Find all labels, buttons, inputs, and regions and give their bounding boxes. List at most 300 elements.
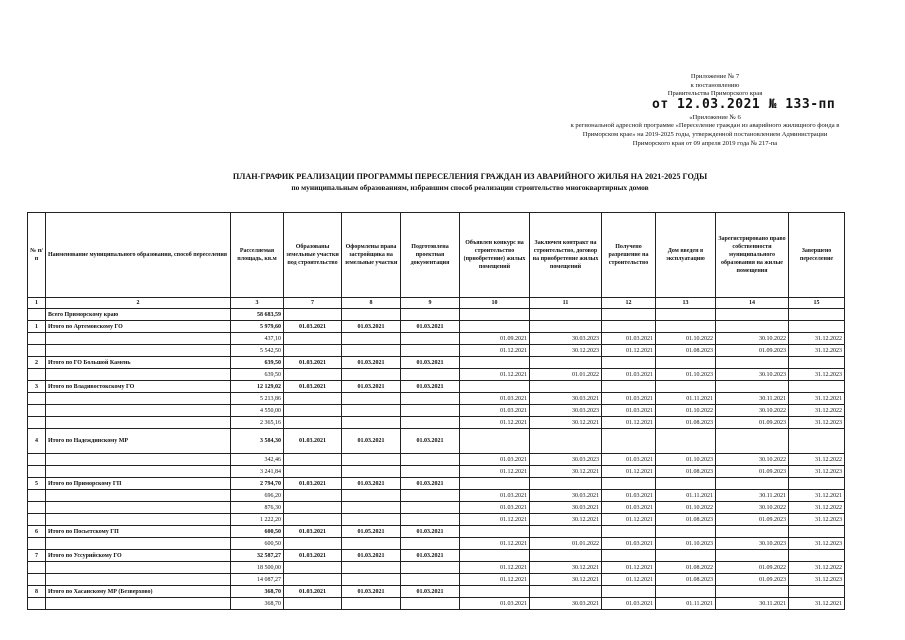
program-ref-line1: к региональной адресной программе «Переселение граждан из аварийного жилищного фонда в bbox=[570, 122, 840, 129]
table-cell bbox=[789, 381, 845, 393]
column-header: Наименование муниципального образования, способ переселения bbox=[46, 213, 231, 298]
table-cell bbox=[46, 574, 231, 586]
table-cell bbox=[342, 562, 401, 574]
table-cell: 4 bbox=[28, 429, 46, 454]
table-cell bbox=[656, 321, 716, 333]
table-cell: 18 500,00 bbox=[231, 562, 284, 574]
table-cell bbox=[28, 514, 46, 526]
table-cell: 01.03.2021 bbox=[342, 321, 401, 333]
table-cell: 01.03.2021 bbox=[602, 369, 656, 381]
column-number: 14 bbox=[716, 298, 789, 309]
table-cell bbox=[460, 478, 530, 490]
table-cell bbox=[284, 562, 342, 574]
table-cell: 31.12.2023 bbox=[789, 466, 845, 478]
table-cell bbox=[342, 598, 401, 610]
table-cell: 01.03.2021 bbox=[284, 321, 342, 333]
table-cell bbox=[401, 490, 460, 502]
table-cell: 01.03.2021 bbox=[460, 393, 530, 405]
table-cell: 30.12.2021 bbox=[530, 466, 602, 478]
table-row bbox=[28, 369, 845, 381]
table-cell bbox=[284, 369, 342, 381]
table-cell bbox=[401, 514, 460, 526]
table-row bbox=[28, 538, 845, 550]
table-cell bbox=[716, 429, 789, 454]
table-cell bbox=[284, 490, 342, 502]
table-cell: 30.10.2022 bbox=[716, 454, 789, 466]
table-cell: 30.10.2022 bbox=[716, 502, 789, 514]
table-cell: 01.12.2021 bbox=[602, 345, 656, 357]
column-number: 15 bbox=[789, 298, 845, 309]
table-cell bbox=[284, 345, 342, 357]
table-cell: 01.12.2021 bbox=[460, 574, 530, 586]
table-cell: 6 bbox=[28, 526, 46, 538]
column-number: 1 bbox=[28, 298, 46, 309]
table-cell: 01.10.2022 bbox=[656, 405, 716, 417]
table-cell: 01.03.2021 bbox=[401, 321, 460, 333]
table-row bbox=[28, 345, 845, 357]
table-cell bbox=[716, 550, 789, 562]
table-cell bbox=[46, 369, 231, 381]
table-cell bbox=[460, 381, 530, 393]
table-cell: 30.11.2021 bbox=[716, 490, 789, 502]
table-row bbox=[28, 333, 845, 345]
table-cell: 30.03.2023 bbox=[530, 333, 602, 345]
table-cell bbox=[789, 550, 845, 562]
table-cell: 31.12.2022 bbox=[789, 405, 845, 417]
table-cell: 31.12.2022 bbox=[789, 502, 845, 514]
table-cell bbox=[401, 466, 460, 478]
table-cell bbox=[28, 502, 46, 514]
table-cell: 3 584,30 bbox=[231, 429, 284, 454]
table-cell bbox=[28, 309, 46, 321]
table-cell: 31.12.2023 bbox=[789, 345, 845, 357]
table-cell bbox=[401, 369, 460, 381]
appendix-authority: Правительства Приморского края bbox=[667, 90, 763, 97]
column-header: Образованы земельные участки под строительство bbox=[284, 213, 342, 298]
table-cell: 30.03.2021 bbox=[530, 502, 602, 514]
column-number: 2 bbox=[46, 298, 231, 309]
table-cell bbox=[602, 478, 656, 490]
table-cell: 876,30 bbox=[231, 502, 284, 514]
table-cell bbox=[530, 309, 602, 321]
table-cell bbox=[46, 598, 231, 610]
table-cell bbox=[716, 586, 789, 598]
table-cell: 01.03.2021 bbox=[460, 454, 530, 466]
table-cell: 01.03.2021 bbox=[602, 538, 656, 550]
table-cell bbox=[342, 369, 401, 381]
table-cell: 01.03.2021 bbox=[284, 357, 342, 369]
table-cell: 01.10.2023 bbox=[656, 538, 716, 550]
table-cell: Итого по Приморскому ГП bbox=[46, 478, 231, 490]
table-cell bbox=[342, 538, 401, 550]
table-cell bbox=[342, 490, 401, 502]
table-cell: 30.03.2021 bbox=[530, 598, 602, 610]
table-cell bbox=[656, 357, 716, 369]
table-cell: 368,70 bbox=[231, 598, 284, 610]
table-cell: 01.08.2022 bbox=[656, 562, 716, 574]
column-number: 8 bbox=[342, 298, 401, 309]
table-cell: 01.12.2021 bbox=[460, 369, 530, 381]
table-cell: 31.12.2023 bbox=[789, 369, 845, 381]
table-cell: 31.12.2021 bbox=[789, 598, 845, 610]
table-cell bbox=[284, 538, 342, 550]
table-cell: Итого по Хасанскому МР (Безверхово) bbox=[46, 586, 231, 598]
table-cell bbox=[789, 309, 845, 321]
table-cell bbox=[46, 454, 231, 466]
table-cell bbox=[284, 405, 342, 417]
table-cell bbox=[28, 490, 46, 502]
table-cell: Итого по Надеждинскому МР bbox=[46, 429, 231, 454]
table-cell bbox=[28, 538, 46, 550]
table-cell: 31.12.2022 bbox=[789, 333, 845, 345]
table-cell bbox=[602, 586, 656, 598]
table-cell: 14 087,27 bbox=[231, 574, 284, 586]
table-cell: 01.12.2021 bbox=[460, 417, 530, 429]
table-cell bbox=[46, 466, 231, 478]
table-cell: 01.03.2021 bbox=[342, 429, 401, 454]
table-cell: 01.08.2023 bbox=[656, 574, 716, 586]
table-cell: 5 213,86 bbox=[231, 393, 284, 405]
table-cell bbox=[342, 466, 401, 478]
table-cell: 30.12.2021 bbox=[530, 574, 602, 586]
subtotal-row bbox=[28, 526, 845, 538]
table-cell bbox=[46, 562, 231, 574]
table-cell: 639,50 bbox=[231, 357, 284, 369]
table-cell bbox=[789, 321, 845, 333]
table-cell: Итого по ГО Большой Камень bbox=[46, 357, 231, 369]
table-cell bbox=[460, 550, 530, 562]
table-cell: 01.11.2021 bbox=[656, 393, 716, 405]
table-cell: 2 365,16 bbox=[231, 417, 284, 429]
table-cell bbox=[28, 369, 46, 381]
table-cell: 01.12.2021 bbox=[460, 514, 530, 526]
table-cell bbox=[284, 309, 342, 321]
table-cell: 31.12.2023 bbox=[789, 574, 845, 586]
table-cell: 31.12.2021 bbox=[789, 393, 845, 405]
resolution-date-stamp: от 12.03.2021 № 133-пп bbox=[652, 97, 836, 112]
table-cell: 01.12.2021 bbox=[602, 514, 656, 526]
column-number-row bbox=[28, 298, 845, 309]
table-cell: 31.12.2022 bbox=[789, 562, 845, 574]
table-row bbox=[28, 502, 845, 514]
table-cell bbox=[530, 526, 602, 538]
table-cell bbox=[284, 502, 342, 514]
table-cell: 01.03.2021 bbox=[401, 429, 460, 454]
table-cell bbox=[602, 309, 656, 321]
table-cell bbox=[46, 405, 231, 417]
table-cell: 01.03.2021 bbox=[401, 478, 460, 490]
table-cell bbox=[602, 429, 656, 454]
table-cell bbox=[46, 514, 231, 526]
table-cell bbox=[530, 586, 602, 598]
table-cell bbox=[28, 466, 46, 478]
table-cell bbox=[28, 393, 46, 405]
table-cell: 01.03.2021 bbox=[284, 526, 342, 538]
table-cell: 1 222,20 bbox=[231, 514, 284, 526]
table-cell: 01.03.2021 bbox=[602, 502, 656, 514]
table-cell: 01.03.2021 bbox=[284, 381, 342, 393]
table-cell bbox=[28, 345, 46, 357]
table-cell: 30.10.2023 bbox=[716, 369, 789, 381]
table-cell: Итого по Уссурийскому ГО bbox=[46, 550, 231, 562]
table-cell: 31.12.2022 bbox=[789, 454, 845, 466]
table-cell: 368,70 bbox=[231, 586, 284, 598]
table-row bbox=[28, 562, 845, 574]
table-cell bbox=[602, 321, 656, 333]
table-cell bbox=[656, 478, 716, 490]
table-cell: 01.08.2023 bbox=[656, 514, 716, 526]
table-cell bbox=[401, 417, 460, 429]
table-cell bbox=[789, 586, 845, 598]
table-header-row bbox=[28, 213, 845, 298]
table-cell: 3 241,84 bbox=[231, 466, 284, 478]
table-cell: 342,46 bbox=[231, 454, 284, 466]
table-cell bbox=[656, 550, 716, 562]
page-subtitle: по муниципальным образованиям, избравшим способ реализации строительство многоквартирных домов bbox=[291, 183, 649, 192]
table-cell: 01.11.2021 bbox=[656, 598, 716, 610]
table-cell bbox=[46, 345, 231, 357]
table-cell bbox=[716, 526, 789, 538]
table-cell: 7 bbox=[28, 550, 46, 562]
table-row bbox=[28, 405, 845, 417]
table-cell: 31.12.2023 bbox=[789, 538, 845, 550]
table-cell bbox=[342, 574, 401, 586]
table-cell: 01.03.2021 bbox=[460, 502, 530, 514]
table-cell: 01.10.2023 bbox=[656, 369, 716, 381]
table-cell: 12 129,02 bbox=[231, 381, 284, 393]
table-cell bbox=[401, 309, 460, 321]
appendix-ref: к постановлению bbox=[690, 82, 740, 89]
table-cell: 01.10.2022 bbox=[656, 502, 716, 514]
appendix-prev-number: «Приложение № 6 bbox=[689, 114, 741, 121]
table-cell: 01.03.2021 bbox=[284, 478, 342, 490]
table-cell bbox=[530, 321, 602, 333]
table-cell bbox=[342, 345, 401, 357]
table-row bbox=[28, 598, 845, 610]
table-cell: 01.08.2023 bbox=[656, 345, 716, 357]
column-header: Зарегистрировано право собственности муниципального образования на жилые помещения bbox=[716, 213, 789, 298]
table-cell bbox=[401, 333, 460, 345]
table-cell: 30.10.2022 bbox=[716, 333, 789, 345]
table-cell bbox=[46, 333, 231, 345]
table-cell: 01.03.2021 bbox=[602, 490, 656, 502]
table-cell bbox=[656, 429, 716, 454]
subtotal-row bbox=[28, 321, 845, 333]
table-cell: 01.12.2021 bbox=[602, 562, 656, 574]
table-cell: 30.03.2021 bbox=[530, 490, 602, 502]
table-cell bbox=[789, 429, 845, 454]
table-cell: 01.03.2021 bbox=[460, 405, 530, 417]
table-cell: 01.12.2021 bbox=[602, 574, 656, 586]
table-cell: 01.03.2021 bbox=[342, 357, 401, 369]
table-cell: 01.09.2023 bbox=[716, 514, 789, 526]
table-cell: 01.08.2023 bbox=[656, 466, 716, 478]
table-cell: 30.10.2023 bbox=[716, 538, 789, 550]
table-cell: 01.03.2021 bbox=[602, 405, 656, 417]
table-cell: 2 bbox=[28, 357, 46, 369]
column-number: 3 bbox=[231, 298, 284, 309]
table-cell: 600,50 bbox=[231, 538, 284, 550]
column-header: Расселяемая площадь, кв.м bbox=[231, 213, 284, 298]
table-cell bbox=[28, 598, 46, 610]
table-cell bbox=[46, 417, 231, 429]
table-cell bbox=[28, 454, 46, 466]
table-cell bbox=[656, 586, 716, 598]
subtotal-row bbox=[28, 550, 845, 562]
column-header: Подготовлена проектная документация bbox=[401, 213, 460, 298]
table-cell: 01.05.2021 bbox=[342, 526, 401, 538]
table-cell bbox=[401, 393, 460, 405]
table-cell bbox=[342, 309, 401, 321]
program-ref-line3: Приморского края от 09 апреля 2019 года № 217-па bbox=[632, 140, 778, 147]
table-cell bbox=[284, 417, 342, 429]
table-cell: 01.03.2021 bbox=[460, 598, 530, 610]
page-title: ПЛАН-ГРАФИК РЕАЛИЗАЦИИ ПРОГРАММЫ ПЕРЕСЕЛЕНИЯ ГРАЖДАН ИЗ АВАРИЙНОГО ЖИЛЬЯ НА 2021-2025 ГОДЫ bbox=[232, 172, 708, 181]
table-cell: 01.10.2023 bbox=[656, 454, 716, 466]
table-cell bbox=[342, 514, 401, 526]
table-cell bbox=[401, 574, 460, 586]
table-cell: 8 bbox=[28, 586, 46, 598]
table-cell: 01.03.2021 bbox=[602, 333, 656, 345]
table-cell: 30.12.2021 bbox=[530, 417, 602, 429]
column-number: 13 bbox=[656, 298, 716, 309]
table-cell bbox=[342, 454, 401, 466]
table-cell: 01.03.2021 bbox=[342, 478, 401, 490]
table-row bbox=[28, 417, 845, 429]
table-cell bbox=[530, 357, 602, 369]
table-cell bbox=[602, 526, 656, 538]
table-cell: 1 bbox=[28, 321, 46, 333]
table-cell: 01.12.2021 bbox=[460, 345, 530, 357]
table-cell: 01.03.2021 bbox=[401, 526, 460, 538]
table-cell bbox=[716, 309, 789, 321]
table-cell bbox=[46, 538, 231, 550]
table-cell bbox=[460, 429, 530, 454]
table-cell: 01.12.2021 bbox=[460, 538, 530, 550]
column-header: Дом введен в эксплуатацию bbox=[656, 213, 716, 298]
table-cell bbox=[342, 502, 401, 514]
table-cell bbox=[401, 562, 460, 574]
column-header: Получено разрешение на строительство bbox=[602, 213, 656, 298]
column-header: Завершено переселение bbox=[789, 213, 845, 298]
subtotal-row bbox=[28, 478, 845, 490]
table-cell bbox=[656, 526, 716, 538]
table-cell: 01.12.2021 bbox=[460, 466, 530, 478]
table-row bbox=[28, 574, 845, 586]
table-cell: 696,20 bbox=[231, 490, 284, 502]
table-cell bbox=[284, 333, 342, 345]
table-cell: 30.12.2023 bbox=[530, 345, 602, 357]
table-cell: 639,50 bbox=[231, 369, 284, 381]
table-cell: 01.03.2021 bbox=[602, 393, 656, 405]
column-header: Объявлен конкурс на строительство (приобретение) жилых помещений bbox=[460, 213, 530, 298]
table-cell: 5 bbox=[28, 478, 46, 490]
table-cell: 30.11.2021 bbox=[716, 598, 789, 610]
table-cell: 01.03.2021 bbox=[401, 586, 460, 598]
table-cell bbox=[656, 309, 716, 321]
table-cell bbox=[284, 466, 342, 478]
table-cell: 01.12.2021 bbox=[602, 417, 656, 429]
table-cell: 01.03.2021 bbox=[342, 381, 401, 393]
table-cell bbox=[530, 429, 602, 454]
table-cell: Всего Приморскому краю bbox=[46, 309, 231, 321]
table-cell: 01.08.2023 bbox=[656, 417, 716, 429]
table-cell bbox=[401, 454, 460, 466]
table-cell: 600,50 bbox=[231, 526, 284, 538]
column-number: 11 bbox=[530, 298, 602, 309]
table-cell: 01.09.2023 bbox=[716, 466, 789, 478]
table-cell: 30.12.2021 bbox=[530, 562, 602, 574]
table-cell: 01.09.2022 bbox=[716, 562, 789, 574]
table-cell bbox=[401, 405, 460, 417]
table-cell: 31.12.2021 bbox=[789, 490, 845, 502]
table-cell bbox=[530, 478, 602, 490]
table-cell: 30.03.2023 bbox=[530, 454, 602, 466]
table-cell: 30.03.2021 bbox=[530, 393, 602, 405]
column-number: 7 bbox=[284, 298, 342, 309]
table-cell bbox=[401, 538, 460, 550]
table-cell bbox=[460, 309, 530, 321]
table-cell: 01.03.2021 bbox=[342, 586, 401, 598]
table-cell: Итого по Владивостокскому ГО bbox=[46, 381, 231, 393]
table-cell bbox=[656, 381, 716, 393]
table-cell: 01.03.2021 bbox=[284, 429, 342, 454]
table-cell bbox=[460, 321, 530, 333]
column-header: Оформлены права застройщика на земельные участки bbox=[342, 213, 401, 298]
subtotal-row bbox=[28, 381, 845, 393]
table-cell: 437,10 bbox=[231, 333, 284, 345]
table-cell bbox=[789, 526, 845, 538]
table-cell bbox=[342, 333, 401, 345]
table-row bbox=[28, 393, 845, 405]
table-cell: 01.09.2023 bbox=[716, 417, 789, 429]
table-cell bbox=[28, 562, 46, 574]
table-cell bbox=[460, 586, 530, 598]
table-cell: 31.12.2023 bbox=[789, 417, 845, 429]
subtotal-row bbox=[28, 429, 845, 454]
table-cell: 01.10.2022 bbox=[656, 333, 716, 345]
table-cell bbox=[46, 393, 231, 405]
table-cell: 32 587,27 bbox=[231, 550, 284, 562]
table-cell bbox=[284, 393, 342, 405]
appendix-number: Приложение № 7 bbox=[690, 73, 740, 80]
table-cell bbox=[284, 514, 342, 526]
table-cell: 58 683,59 bbox=[231, 309, 284, 321]
table-cell bbox=[602, 381, 656, 393]
table-cell: 2 794,70 bbox=[231, 478, 284, 490]
table-cell: 01.01.2022 bbox=[530, 369, 602, 381]
table-cell: 31.12.2023 bbox=[789, 514, 845, 526]
subtotal-row bbox=[28, 586, 845, 598]
table-cell bbox=[342, 393, 401, 405]
table-cell bbox=[716, 321, 789, 333]
table-cell: 5 542,50 bbox=[231, 345, 284, 357]
table-cell bbox=[716, 478, 789, 490]
table-cell bbox=[460, 357, 530, 369]
table-cell: 01.11.2021 bbox=[656, 490, 716, 502]
table-cell bbox=[342, 417, 401, 429]
table-cell: Итого по Посьетскому ГП bbox=[46, 526, 231, 538]
table-cell bbox=[46, 502, 231, 514]
table-cell bbox=[789, 478, 845, 490]
table-row bbox=[28, 466, 845, 478]
schedule-table bbox=[27, 212, 845, 610]
table-cell: 4 550,00 bbox=[231, 405, 284, 417]
table-cell: 01.03.2021 bbox=[401, 550, 460, 562]
table-cell bbox=[716, 357, 789, 369]
table-cell: 01.01.2022 bbox=[530, 538, 602, 550]
table-cell: 30.12.2021 bbox=[530, 514, 602, 526]
